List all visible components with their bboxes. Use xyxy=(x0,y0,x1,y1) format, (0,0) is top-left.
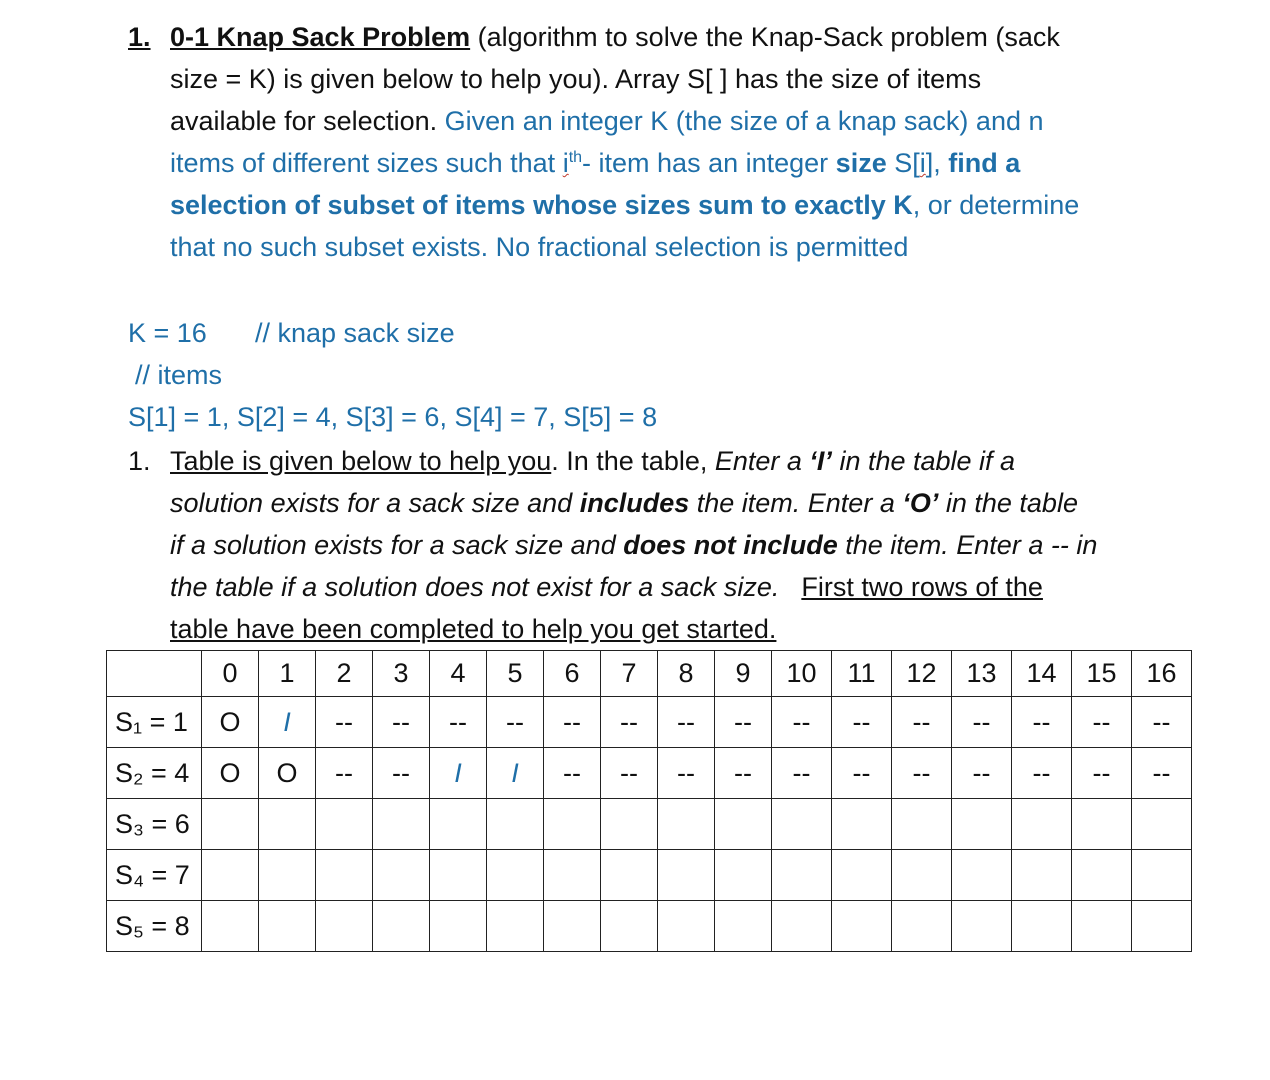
table-cell: I xyxy=(430,748,487,799)
instructions-number: 1. xyxy=(128,446,151,476)
table-cell[interactable] xyxy=(658,799,715,850)
table-cell[interactable] xyxy=(430,901,487,952)
table-cell: -- xyxy=(601,697,658,748)
table-cell: -- xyxy=(715,748,772,799)
header-cell-size-11: 11 xyxy=(832,651,892,697)
table-cell: O xyxy=(202,697,259,748)
table-cell: -- xyxy=(715,697,772,748)
problem-line-2: size = K) is given below to help you). Array S[ ] has the size of items xyxy=(170,64,982,94)
table-row xyxy=(107,697,1192,748)
table-cell[interactable] xyxy=(892,850,952,901)
header-cell-size-2: 2 xyxy=(316,651,373,697)
table-cell: -- xyxy=(892,748,952,799)
header-cell-size-13: 13 xyxy=(952,651,1012,697)
table-cell[interactable] xyxy=(952,799,1012,850)
item-sizes: S[1] = 1, S[2] = 4, S[3] = 6, S[4] = 7, S[5] = 8 xyxy=(128,402,658,432)
table-cell: -- xyxy=(316,697,373,748)
table-cell[interactable] xyxy=(373,850,430,901)
instructions-line-3: if a solution exists for a sack size and does not include the item. Enter a -- in xyxy=(170,530,1098,560)
table-cell[interactable] xyxy=(544,850,601,901)
table-cell: -- xyxy=(544,697,601,748)
table-cell[interactable] xyxy=(316,901,373,952)
table-cell[interactable] xyxy=(892,799,952,850)
table-cell[interactable] xyxy=(832,799,892,850)
header-cell-size-0: 0 xyxy=(202,651,259,697)
table-cell[interactable] xyxy=(1132,799,1192,850)
table-cell[interactable] xyxy=(544,901,601,952)
knapsack-table xyxy=(106,650,1192,952)
instructions-line-1: Table is given below to help you. In the table, Enter a ‘I’ in the table if a xyxy=(170,446,1016,476)
table-row xyxy=(107,850,1192,901)
table-cell: -- xyxy=(1072,697,1132,748)
header-cell-size-5: 5 xyxy=(487,651,544,697)
table-cell[interactable] xyxy=(1012,850,1072,901)
table-cell[interactable] xyxy=(487,799,544,850)
header-cell-size-8: 8 xyxy=(658,651,715,697)
table-cell: -- xyxy=(832,748,892,799)
table-cell[interactable] xyxy=(373,799,430,850)
k-value: K = 16 xyxy=(128,318,207,348)
table-cell: I xyxy=(259,697,316,748)
table-row xyxy=(107,901,1192,952)
table-cell: -- xyxy=(487,697,544,748)
row-label: S₃ = 6 xyxy=(107,799,202,850)
table-cell[interactable] xyxy=(715,799,772,850)
table-cell: -- xyxy=(952,748,1012,799)
table-cell: -- xyxy=(316,748,373,799)
row-label: S₅ = 8 xyxy=(107,901,202,952)
table-cell[interactable] xyxy=(601,850,658,901)
k-comment: // knap sack size xyxy=(255,318,455,348)
header-corner-cell xyxy=(107,651,202,697)
table-header-row xyxy=(107,651,1192,697)
table-row xyxy=(107,748,1192,799)
problem-line-5: selection of subset of items whose sizes sum to exactly K, or determine xyxy=(170,190,1080,220)
table-cell[interactable] xyxy=(772,901,832,952)
problem-body xyxy=(170,16,1170,268)
header-cell-size-6: 6 xyxy=(544,651,601,697)
table-cell[interactable] xyxy=(202,850,259,901)
table-cell[interactable] xyxy=(952,901,1012,952)
table-cell[interactable] xyxy=(658,850,715,901)
table-cell[interactable] xyxy=(202,799,259,850)
header-cell-size-15: 15 xyxy=(1072,651,1132,697)
table-cell: -- xyxy=(892,697,952,748)
table-cell[interactable] xyxy=(544,799,601,850)
table-cell[interactable] xyxy=(1132,901,1192,952)
header-cell-size-14: 14 xyxy=(1012,651,1072,697)
table-cell: -- xyxy=(1072,748,1132,799)
table-cell[interactable] xyxy=(430,799,487,850)
table-cell[interactable] xyxy=(487,901,544,952)
instructions-line-5: table have been completed to help you get started. xyxy=(170,614,777,644)
table-cell: I xyxy=(487,748,544,799)
table-cell: -- xyxy=(658,697,715,748)
table-help-link: Table is given below to help you xyxy=(170,446,552,476)
table-cell[interactable] xyxy=(832,901,892,952)
table-cell[interactable] xyxy=(832,850,892,901)
row-label: S₁ = 1 xyxy=(107,697,202,748)
header-cell-size-10: 10 xyxy=(772,651,832,697)
header-cell-size-4: 4 xyxy=(430,651,487,697)
table-cell: -- xyxy=(1012,697,1072,748)
table-cell[interactable] xyxy=(1012,901,1072,952)
table-cell[interactable] xyxy=(1132,850,1192,901)
table-cell[interactable] xyxy=(658,901,715,952)
problem-line-1: 0-1 Knap Sack Problem (algorithm to solve the Knap-Sack problem (sack xyxy=(170,22,1060,52)
table-cell[interactable] xyxy=(892,901,952,952)
table-cell[interactable] xyxy=(259,850,316,901)
table-cell[interactable] xyxy=(430,850,487,901)
table-cell: -- xyxy=(601,748,658,799)
table-cell: -- xyxy=(544,748,601,799)
header-cell-size-12: 12 xyxy=(892,651,952,697)
table-cell: -- xyxy=(430,697,487,748)
table-cell[interactable] xyxy=(1072,850,1132,901)
table-cell: -- xyxy=(772,697,832,748)
table-cell[interactable] xyxy=(772,850,832,901)
table-cell: -- xyxy=(373,697,430,748)
header-cell-size-7: 7 xyxy=(601,651,658,697)
table-cell[interactable] xyxy=(952,850,1012,901)
table-cell: -- xyxy=(772,748,832,799)
table-cell: -- xyxy=(952,697,1012,748)
table-row xyxy=(107,799,1192,850)
table-cell[interactable] xyxy=(1072,901,1132,952)
table-cell[interactable] xyxy=(487,850,544,901)
table-cell[interactable] xyxy=(772,799,832,850)
header-cell-size-3: 3 xyxy=(373,651,430,697)
instructions-line-4: the table if a solution does not exist for a sack size. First two rows of the xyxy=(170,572,1043,602)
table-cell[interactable] xyxy=(1072,799,1132,850)
table-cell[interactable] xyxy=(601,799,658,850)
problem-line-6: that no such subset exists. No fractional selection is permitted xyxy=(170,232,909,262)
row-label: S₂ = 4 xyxy=(107,748,202,799)
problem-line-4: items of different sizes such that $i^{th}-$ item has an integer size S[i], find a xyxy=(170,148,1021,178)
table-cell[interactable] xyxy=(715,850,772,901)
header-cell-size-16: 16 xyxy=(1132,651,1192,697)
table-cell: O xyxy=(202,748,259,799)
table-cell[interactable] xyxy=(202,901,259,952)
table-cell: -- xyxy=(373,748,430,799)
row-label: S₄ = 7 xyxy=(107,850,202,901)
header-cell-size-1: 1 xyxy=(259,651,316,697)
problem-line-3: available for selection. Given an integer K (the size of a knap sack) and n xyxy=(170,106,1044,136)
problem-number: 1. xyxy=(128,22,151,52)
table-cell: O xyxy=(259,748,316,799)
table-cell: -- xyxy=(658,748,715,799)
table-cell: -- xyxy=(1132,748,1192,799)
table-cell: -- xyxy=(832,697,892,748)
table-cell[interactable] xyxy=(259,901,316,952)
table-cell[interactable] xyxy=(1012,799,1072,850)
table-cell: -- xyxy=(1012,748,1072,799)
table-cell[interactable] xyxy=(373,901,430,952)
table-cell[interactable] xyxy=(601,901,658,952)
table-cell[interactable] xyxy=(316,799,373,850)
table-cell: -- xyxy=(1132,697,1192,748)
header-cell-size-9: 9 xyxy=(715,651,772,697)
table-cell[interactable] xyxy=(316,850,373,901)
problem-title: 0-1 Knap Sack Problem xyxy=(170,22,471,52)
items-comment: // items xyxy=(135,360,223,390)
instructions-line-2: solution exists for a sack size and includes the item. Enter a ‘O’ in the table xyxy=(170,488,1078,518)
table-cell[interactable] xyxy=(715,901,772,952)
table-cell[interactable] xyxy=(259,799,316,850)
